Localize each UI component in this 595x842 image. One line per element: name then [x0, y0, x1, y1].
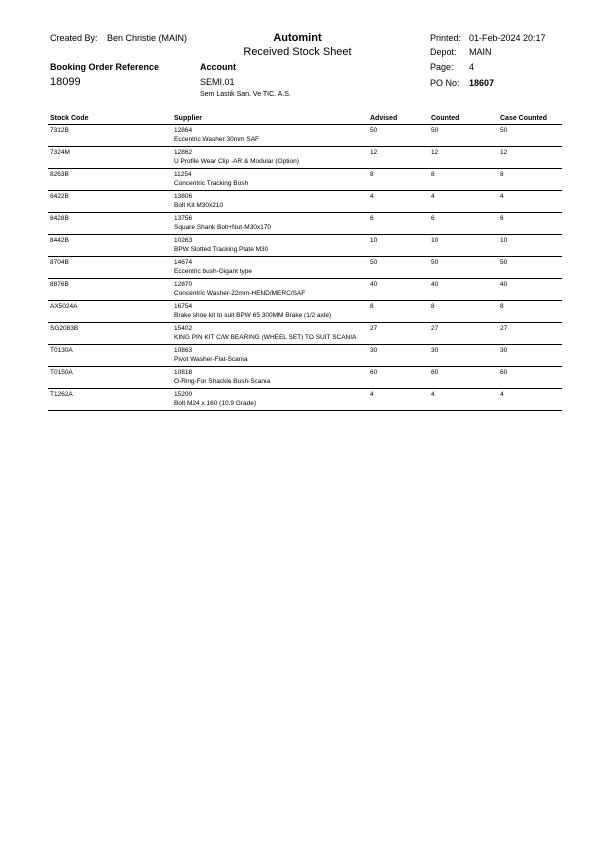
case-counted-cell: 30	[500, 347, 508, 354]
description-cell: KING PIN KIT C/W BEARING (WHEEL SET) TO SUIT SCANIA	[174, 334, 357, 341]
case-counted-cell: 50	[500, 259, 508, 266]
table-row	[48, 147, 562, 169]
stock-code-cell: T0150A	[50, 369, 73, 376]
case-counted-cell: 27	[500, 325, 508, 332]
po-label: PO No:	[430, 78, 460, 88]
supplier-code-cell: 15200	[174, 391, 193, 398]
stock-code-cell: T0130A	[50, 347, 73, 354]
table-row	[48, 191, 562, 213]
case-counted-cell: 4	[500, 193, 504, 200]
supplier-code-cell: 13806	[174, 193, 193, 200]
counted-cell: 27	[431, 325, 439, 332]
counted-cell: 10	[431, 237, 439, 244]
table-row	[48, 389, 562, 411]
page-label: Page:	[430, 62, 454, 72]
table-row	[48, 125, 562, 147]
advised-cell: 12	[370, 149, 378, 156]
stock-table	[48, 113, 562, 411]
header-counted: Counted	[431, 115, 460, 122]
table-row	[48, 213, 562, 235]
supplier-code-cell: 15402	[174, 325, 193, 332]
header-case-counted: Case Counted	[500, 115, 548, 122]
booking-ref-label: Booking Order Reference	[50, 62, 160, 72]
case-counted-cell: 10	[500, 237, 508, 244]
supplier-code-cell: 13756	[174, 215, 193, 222]
description-cell: Brake shoe kit to suit BPW 65 300MM Brake (1/2 axle)	[174, 312, 332, 319]
supplier-code-cell: 12864	[174, 127, 193, 134]
case-counted-cell: 8	[500, 171, 504, 178]
stock-code-cell: 8704B	[50, 259, 69, 266]
advised-cell: 8	[370, 171, 374, 178]
description-cell: Eccentric Washer 30mm SAF	[174, 136, 260, 143]
advised-cell: 60	[370, 369, 378, 376]
advised-cell: 50	[370, 259, 378, 266]
booking-ref-value: 18099	[50, 76, 81, 88]
case-counted-cell: 40	[500, 281, 508, 288]
case-counted-cell: 12	[500, 149, 508, 156]
supplier-code-cell: 12870	[174, 281, 193, 288]
description-cell: Bolt M24 x 160 (10.9 Grade)	[174, 400, 257, 407]
advised-cell: 40	[370, 281, 378, 288]
advised-cell: 27	[370, 325, 378, 332]
supplier-code-cell: 12862	[174, 149, 193, 156]
counted-cell: 50	[431, 259, 439, 266]
printed-value: 01-Feb-2024 20:17	[469, 33, 546, 43]
stock-code-cell: SG2083B	[50, 325, 79, 332]
case-counted-cell: 6	[500, 215, 504, 222]
description-cell: Pivot Washer-Flat-Scania	[174, 356, 248, 363]
counted-cell: 8	[431, 171, 435, 178]
counted-cell: 6	[431, 215, 435, 222]
po-value: 18607	[469, 78, 495, 88]
table-row	[48, 367, 562, 389]
supplier-code-cell: 10818	[174, 369, 193, 376]
supplier-code-cell: 10263	[174, 237, 193, 244]
supplier-code-cell: 16754	[174, 303, 193, 310]
case-counted-cell: 60	[500, 369, 508, 376]
stock-code-cell: 8428B	[50, 215, 69, 222]
counted-cell: 4	[431, 391, 435, 398]
header-advised: Advised	[370, 115, 398, 122]
case-counted-cell: 4	[500, 391, 504, 398]
case-counted-cell: 50	[500, 127, 508, 134]
header-stock-code: Stock Code	[50, 115, 89, 122]
counted-cell: 30	[431, 347, 439, 354]
table-row	[48, 301, 562, 323]
description-cell: U Profile Wear Clip -AR & Modular (Option)	[174, 158, 299, 165]
advised-cell: 10	[370, 237, 378, 244]
description-cell: O-Ring-For Shackle Bush-Scania	[174, 378, 271, 385]
depot-label: Depot:	[430, 47, 457, 57]
account-name: Sem Lastik San. Ve TIC. A.S.	[200, 91, 291, 98]
counted-cell: 8	[431, 303, 435, 310]
description-cell: Concentric Washer-22mm-HEND/MERC/SAF	[174, 290, 306, 297]
supplier-code-cell: 11254	[174, 171, 192, 178]
header-supplier: Supplier	[174, 115, 203, 122]
table-row	[48, 279, 562, 301]
account-label: Account	[200, 62, 236, 72]
stock-code-cell: T1262A	[50, 391, 73, 398]
table-row	[48, 257, 562, 279]
counted-cell: 60	[431, 369, 439, 376]
description-cell: Concentric Tracking Bush	[174, 180, 249, 187]
advised-cell: 50	[370, 127, 378, 134]
description-cell: Eccentric bush-Gigant type	[174, 268, 253, 275]
sheet-title: Received Stock Sheet	[243, 46, 352, 58]
table-row	[48, 323, 562, 345]
stock-code-cell: AX5024A	[50, 303, 78, 310]
case-counted-cell: 8	[500, 303, 504, 310]
table-row	[48, 345, 562, 367]
depot-value: MAIN	[469, 47, 492, 57]
description-cell: BPW Slotted Tracking Plate M30	[174, 246, 269, 253]
counted-cell: 12	[431, 149, 439, 156]
advised-cell: 30	[370, 347, 378, 354]
stock-code-cell: 8442B	[50, 237, 69, 244]
company-name: Automint	[273, 32, 322, 44]
advised-cell: 6	[370, 215, 374, 222]
description-cell: Bolt Kit M30x210	[174, 202, 224, 209]
created-by-value: Ben Christie (MAIN)	[107, 33, 188, 43]
printed-label: Printed:	[430, 33, 462, 43]
stock-code-cell: 8422B	[50, 193, 69, 200]
stock-code-cell: 8876B	[50, 281, 69, 288]
table-header-row	[48, 113, 562, 125]
table-body	[48, 125, 562, 411]
account-value: SEMI.01	[200, 77, 235, 87]
stock-code-cell: 7324M	[50, 149, 70, 156]
created-by-label: Created By:	[50, 33, 98, 43]
advised-cell: 4	[370, 391, 374, 398]
page-value: 4	[469, 62, 475, 72]
supplier-code-cell: 10863	[174, 347, 193, 354]
stock-code-cell: 7312B	[50, 127, 69, 134]
supplier-code-cell: 14674	[174, 259, 193, 266]
description-cell: Square Shank Bolt+Nut-M30x170	[174, 224, 272, 231]
advised-cell: 8	[370, 303, 374, 310]
stock-code-cell: 8263B	[50, 171, 69, 178]
counted-cell: 40	[431, 281, 439, 288]
counted-cell: 50	[431, 127, 439, 134]
table-row	[48, 169, 562, 191]
counted-cell: 4	[431, 193, 435, 200]
table-row	[48, 235, 562, 257]
advised-cell: 4	[370, 193, 374, 200]
